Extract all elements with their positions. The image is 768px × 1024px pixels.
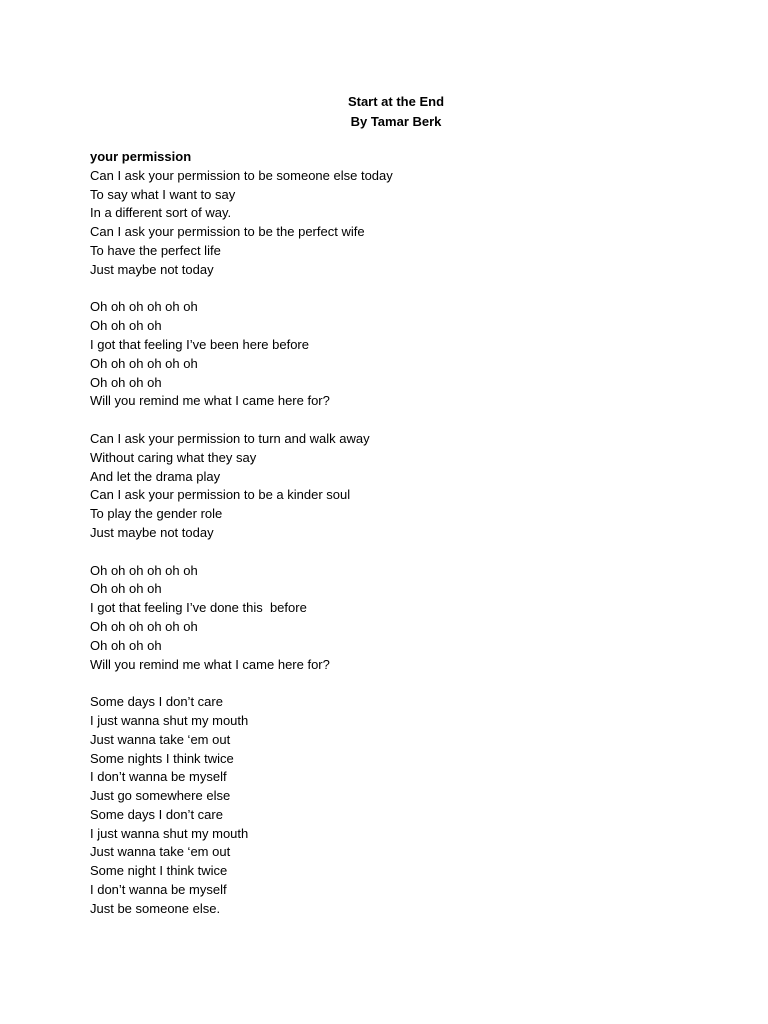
lyric-line: Oh oh oh oh xyxy=(90,318,162,334)
lyric-line: Some days I don’t care xyxy=(90,694,223,710)
lyric-line: Can I ask your permission to be someone else today xyxy=(90,167,393,183)
lyric-line: Some nights I think twice xyxy=(90,750,234,766)
stanza xyxy=(90,693,393,919)
lyric-line: I don’t wanna be myself xyxy=(90,882,227,898)
section-heading: your permission xyxy=(90,149,192,164)
lyric-line: Will you remind me what I came here for? xyxy=(90,656,330,672)
lyric-line: Can I ask your permission to be the perfect wife xyxy=(90,224,365,240)
stanza-gap xyxy=(90,674,393,693)
stanza xyxy=(90,430,393,543)
lyric-line: Just go somewhere else xyxy=(90,788,231,804)
lyric-line: Oh oh oh oh oh oh xyxy=(90,562,198,578)
lyric-line: Just maybe not today xyxy=(90,524,214,540)
stanza xyxy=(90,562,393,675)
lyric-line: And let the drama play xyxy=(90,468,221,484)
lyric-line: Just wanna take ‘em out xyxy=(90,844,231,860)
lyric-line: Can I ask your permission to be a kinder soul xyxy=(90,487,351,503)
lyric-line: Some night I think twice xyxy=(90,863,228,879)
lyric-line: Oh oh oh oh oh oh xyxy=(90,618,198,634)
lyric-line: Oh oh oh oh xyxy=(90,581,162,597)
lyric-line: Can I ask your permission to turn and walk away xyxy=(90,430,370,446)
lyric-line: Just maybe not today xyxy=(90,261,214,277)
lyric-line: Some days I don’t care xyxy=(90,806,223,822)
document-title: Start at the End xyxy=(347,94,445,109)
lyric-line: Just be someone else. xyxy=(90,900,221,916)
stanza xyxy=(90,148,393,280)
lyric-line: I got that feeling I’ve done this before xyxy=(90,600,307,616)
lyric-line: I just wanna shut my mouth xyxy=(90,712,249,728)
lyric-line: To say what I want to say xyxy=(90,186,236,202)
stanza-gap xyxy=(90,411,393,430)
lyric-line: In a different sort of way. xyxy=(90,205,232,221)
lyric-line: I don’t wanna be myself xyxy=(90,769,227,785)
stanza-gap xyxy=(90,543,393,562)
stanza-gap xyxy=(90,280,393,299)
lyric-line: To have the perfect life xyxy=(90,242,221,258)
stanza xyxy=(90,298,393,411)
lyric-line: Will you remind me what I came here for? xyxy=(90,393,330,409)
lyric-line: Without caring what they say xyxy=(90,449,257,465)
lyric-line: To play the gender role xyxy=(90,506,223,522)
lyric-line: I just wanna shut my mouth xyxy=(90,825,249,841)
title-block xyxy=(0,92,768,132)
lyrics-body xyxy=(90,148,393,919)
lyric-line: Oh oh oh oh oh oh xyxy=(90,355,198,371)
lyric-line: Oh oh oh oh xyxy=(90,374,162,390)
lyric-line: I got that feeling I’ve been here before xyxy=(90,336,309,352)
lyric-line: Oh oh oh oh oh oh xyxy=(90,299,198,315)
author-line: By Tamar Berk xyxy=(350,114,442,129)
lyric-line: Oh oh oh oh xyxy=(90,637,162,653)
lyric-line: Just wanna take ‘em out xyxy=(90,731,231,747)
